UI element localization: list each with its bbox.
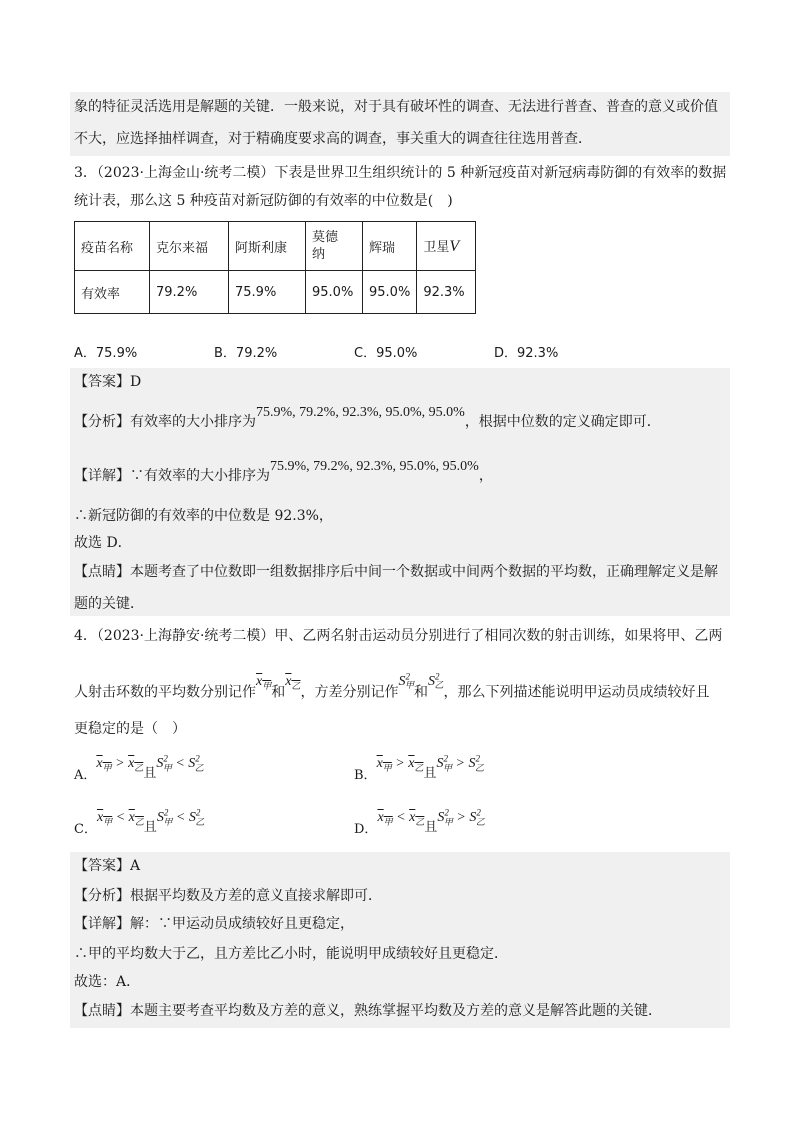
table-value-row (75, 271, 476, 314)
table-cell: 莫德 纳 (306, 222, 363, 271)
table-cell: 95.0% (363, 271, 417, 314)
q4-option-b: B．$x_甲 > x_乙$且$S^2_甲 > S^2_乙$ (354, 753, 484, 783)
q4-option-c: C．$x_甲 < x_乙$且$S^2_甲 < S^2_乙$ (74, 807, 205, 837)
table-cell: 疫苗名称 (75, 222, 150, 271)
q3-analysis-suffix: ，根据中位数的定义确定即可． (464, 414, 661, 430)
table-cell: 79.2% (150, 271, 229, 314)
q3-comment-line-2: 题的关键． (74, 596, 144, 612)
table-cell: 辉瑞 (363, 222, 417, 271)
table-cell: 克尔来福 (150, 222, 229, 271)
q4-and-word: 且 (143, 766, 157, 781)
q4-and-1: 和 (271, 684, 286, 701)
q4-comment: 【点睛】本题主要考查平均数及方差的意义，熟练掌握平均数及方差的意义是解答此题的关键． (74, 1003, 662, 1019)
table-cell: 有效率 (75, 271, 150, 314)
q3-detail (74, 459, 493, 487)
intro-line-2: 不大，应选择抽样调查，对于精确度要求高的调查，事关重大的调查往往选用普查． (74, 131, 592, 147)
q4-stem-text-c: ，那么下列描述能说明甲运动员成绩较好且 (443, 684, 710, 701)
q3-comment-line-1: 【点睛】本题考查了中位数即一组数据排序后中间一个数据或中间两个数据的平均数，正确理解定义是解 (74, 564, 718, 580)
q3-conclusion: ∴新冠防御的有效率的中位数是 92.3%， (74, 508, 333, 524)
q3-detail-suffix: ， (478, 468, 493, 484)
q4-option-a: A．$x_甲 > x_乙$且$S^2_甲 < S^2_乙$ (74, 753, 204, 783)
table-cell: 75.9% (229, 271, 306, 314)
q3-option-a: A．75.9% (74, 346, 138, 361)
q3-stem-line-2: 统计表，那么这 5 种疫苗对新冠防御的有效率的中位数是( ) (74, 193, 453, 209)
mean-yi-symbol: $x_乙$ (285, 673, 301, 691)
q3-option-b: B．79.2% (214, 346, 278, 361)
q3-option-c: C．95.0% (354, 346, 418, 361)
q4-and-word: 且 (423, 766, 437, 781)
intro-line-1: 象的特征灵活选用是解题的关键．一般来说，对于具有破坏性的调查、无法进行普查、普查的意义或价值 (74, 99, 718, 115)
q3-choice: 故选 D． (74, 535, 132, 551)
q4-option-b-label: B． (354, 768, 377, 783)
q4-detail-line-2: ∴甲的平均数大于乙，且方差比乙小时，能说明甲成绩较好且更稳定． (74, 946, 508, 962)
q4-option-a-label: A． (74, 768, 97, 783)
q4-stem-line-2 (74, 671, 710, 707)
var-jia-symbol: $S^2_甲$ (398, 671, 414, 691)
q4-answer: 【答案】A (74, 858, 141, 874)
q4-stem-text-a: 人射击环数的平均数分别记作 (74, 684, 256, 701)
q3-stem-line-1: 3．（2023·上海金山·统考二模）下表是世界卫生组织统计的 5 种新冠疫苗对新冠病毒防御的有效率的数据 (74, 165, 727, 181)
q3-option-d: D．92.3% (494, 346, 559, 361)
q3-answer: 【答案】D (74, 374, 142, 390)
table-cell: 95.0% (306, 271, 363, 314)
q4-option-c-label: C． (74, 822, 97, 837)
q4-stem-line-1: 4．（2023·上海静安·统考二模）甲、乙两名射击运动员分别进行了相同次数的射击训练，如果将甲、乙两 (74, 628, 723, 644)
q3-analysis (74, 405, 661, 433)
q3-sequence: 75.9%, 79.2%, 92.3%, 95.0%, 95.0% (256, 405, 465, 420)
q4-stem-line-3: 更稳定的是（ ） (74, 721, 186, 737)
table-header-row (75, 222, 476, 271)
table-cell: 卫星V (417, 222, 476, 271)
q3-detail-prefix: 【详解】∵有效率的大小排序为 (74, 468, 270, 484)
q4-and-word: 且 (424, 820, 438, 835)
q4-analysis: 【分析】根据平均数及方差的意义直接求解即可． (74, 888, 382, 904)
var-yi-symbol: $S^2_乙$ (427, 671, 444, 691)
table-cell: 阿斯利康 (229, 222, 306, 271)
q3-sequence-detail: 75.9%, 79.2%, 92.3%, 95.0%, 95.0% (270, 459, 479, 474)
q4-and-word: 且 (143, 820, 157, 835)
q4-stem-text-b: ，方差分别记作 (300, 684, 399, 701)
vaccine-table (74, 221, 476, 314)
q3-analysis-prefix: 【分析】有效率的大小排序为 (74, 414, 256, 430)
q4-choice: 故选：A． (74, 974, 141, 990)
q4-and-2: 和 (413, 684, 428, 701)
mean-jia-symbol: $x_甲$ (256, 673, 272, 691)
q4-detail-line-1: 【详解】解：∵甲运动员成绩较好且更稳定， (74, 916, 354, 932)
q4-option-d: D．$x_甲 < x_乙$且$S^2_甲 > S^2_乙$ (354, 807, 485, 837)
q4-option-d-label: D． (354, 822, 378, 837)
table-cell: 92.3% (417, 271, 476, 314)
